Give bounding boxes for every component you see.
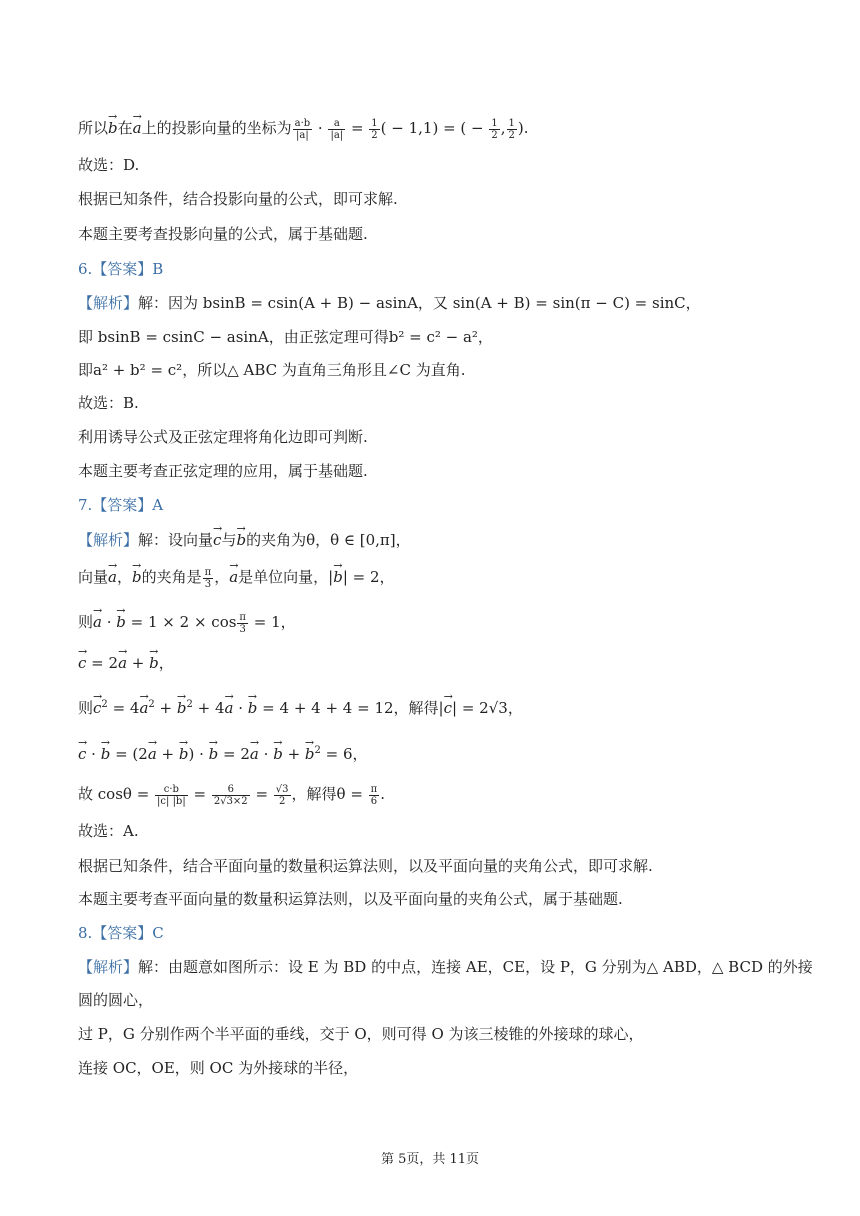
q6-answer-choice: 故选：B.	[78, 394, 139, 412]
q8-analysis-line-2: 圆的圆心，	[78, 991, 154, 1009]
line-projection-vector: 所以→ b在→ a上的投影向量的坐标为 $\frac{a\cdot b}{|a|}$ · $\frac{a}{|a|}$ = $\frac{1}{2}$ ( − 1,1) = ( − $\frac{1}{2}$ , $\frac{1}{2}$ ).	[78, 117, 800, 141]
q8-analysis-line-1: 【解析】解：由题意如图所示：设 E 为 BD 的中点，连接 AE，CE，设 P，G 分别为△ ABD，△ BCD 的外接	[78, 958, 813, 976]
fraction-pi-6: $\frac{\pi}{6}$	[370, 783, 378, 807]
fraction-ab-over-a: $\frac{a\cdot b}{|a|}$	[294, 117, 311, 141]
fraction-pi-3-b: $\frac{\pi}{3}$	[239, 611, 246, 635]
question-7-answer: 7.【答案】A	[78, 496, 164, 514]
q7-analysis-line-1: 【解析】解：设向量→ c与→ b的夹角为θ，θ ∈ [0,π]，	[78, 529, 800, 551]
q6-analysis-line-1: 【解析】解：因为 bsinB = csin(A + B) − asinA，又 sin(A + B) = sin(π − C) = sinC，	[78, 294, 701, 312]
vector-a: → a	[133, 117, 142, 139]
fraction-root3-2: $\frac{√3}{2}$	[275, 783, 289, 807]
question-8-answer: 8.【答案】C	[78, 924, 164, 942]
q7-analysis-line-3: 则→ a · → b = 1 × 2 × cos $\frac{\pi}{3}$ = 1，	[78, 611, 800, 635]
q7-analysis-line-4: → c = 2→ a + → b，	[78, 652, 800, 674]
q6-hint: 利用诱导公式及正弦定理将角化边即可判断.	[78, 428, 368, 446]
topic-note: 本题主要考查投影向量的公式，属于基础题.	[78, 225, 368, 243]
q8-analysis-line-4: 连接 OC，OE，则 OC 为外接球的半径，	[78, 1059, 359, 1077]
fraction-half: $\frac{1}{2}$	[371, 117, 378, 141]
q7-analysis-line-6: → c · → b = (2→ a + → b) · → b = 2→ a · → b + → $b^2 = 6$，	[78, 740, 800, 765]
fraction-six: $\frac{6}{2√3\times 2}$	[213, 783, 248, 807]
q8-analysis-line-3: 过 P，G 分别作两个半平面的垂线，交于 O，则可得 O 为该三棱锥的外接球的球心，	[78, 1025, 644, 1043]
solution-hint: 根据已知条件，结合投影向量的公式，即可求解.	[78, 190, 398, 208]
fraction-half-3: $\frac{1}{2}$	[508, 117, 515, 141]
q7-topic-note: 本题主要考查平面向量的数量积运算法则，以及平面向量的夹角公式，属于基础题.	[78, 890, 623, 908]
fraction-cb: $\frac{c\cdot b}{|c| |b|}$	[157, 783, 186, 807]
q7-answer-choice: 故选：A.	[78, 822, 139, 840]
fraction-pi-3: $\frac{\pi}{3}$	[204, 566, 212, 590]
answer-choice-d: 故选：D.	[78, 156, 140, 174]
page-footer: 第 5页，共 11页	[380, 1152, 480, 1167]
q6-analysis-line-3: 即a² + b² = c²，所以△ ABC 为直角三角形且∠C 为直角.	[78, 361, 466, 379]
q7-analysis-line-5: 则→ $c^2 = 4\to a^2$ + → $b^2 + 4\to a$ · → b = 4 + 4 + 4 = 12，解得|→ c| = 2√3，	[78, 694, 800, 719]
fraction-half-2: $\frac{1}{2}$	[491, 117, 498, 141]
q6-analysis-line-2: 即 bsinB = csinC − asinA，由正弦定理可得b² = c² − a²，	[78, 328, 493, 346]
q6-topic-note: 本题主要考查正弦定理的应用，属于基础题.	[78, 462, 368, 480]
vector-b: → b	[108, 117, 118, 139]
q7-hint: 根据已知条件，结合平面向量的数量积运算法则，以及平面向量的夹角公式，即可求解.	[78, 857, 653, 875]
q7-analysis-line-7: 故 cosθ = $\frac{c\cdot b}{|c| |b|}$ = $\frac{6}{2√3\times 2}$ = $\frac{√3}{2}$ ，解得θ = $\frac{\pi}{6}$ .	[78, 783, 386, 807]
question-6-answer: 6.【答案】B	[78, 260, 164, 278]
q7-analysis-line-2: 向量→ a，→ b的夹角是 $\frac{\pi}{3}$ ，→ a是单位向量，|→ b| = 2，	[78, 566, 800, 590]
fraction-a-over-a: $\frac{a}{|a|}$	[330, 117, 344, 141]
